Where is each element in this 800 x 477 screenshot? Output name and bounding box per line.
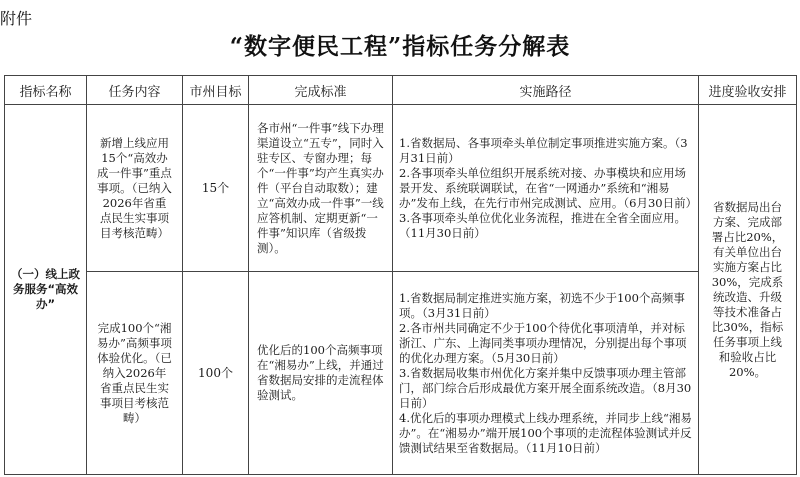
document-title: “数字便民工程”指标任务分解表	[229, 33, 571, 60]
completion-standard-cell: 优化后的100个高频事项在“湘易办”上线，并通过省数据局安排的走流程体验测试。	[249, 272, 393, 475]
task-content-cell: 新增上线应用15个“高效办成一件事”重点事项。（已纳入2026年省重点民生实事项目考核范畴）	[87, 105, 183, 272]
path-step: 1.省数据局制定推进实施方案，初选不少于100个高频事项。（3月31日前）	[399, 290, 685, 320]
path-step: 1.省数据局、各事项牵头单位制定事项推进实施方案。（3月31日前）	[399, 135, 688, 165]
indicator-cell: （一）线上政务服务“高效办”	[5, 105, 87, 475]
column-header: 完成标准	[249, 76, 393, 105]
table-header-row	[5, 76, 797, 105]
column-header: 市州目标	[183, 76, 249, 105]
implementation-path-cell	[393, 105, 699, 272]
path-step: 2.各市州共同确定不少于100个待优化事项清单，并对标浙江、广东、上海同类事项办理情况，分别提出每个事项的优化办理方案。（5月30日前）	[399, 320, 687, 365]
column-header: 进度验收安排	[699, 76, 797, 105]
column-header: 指标名称	[5, 76, 87, 105]
city-target-cell: 15个	[183, 105, 249, 272]
attachment-label: 附件	[0, 9, 33, 28]
path-step: 4.优化后的事项办理模式上线办理系统，并同步上线“湘易办”。在“湘易办”端开展100个事项的走流程体验测试并反馈测试结果至省数据局。（11月10日前）	[399, 410, 692, 455]
task-table	[4, 75, 797, 475]
city-target-cell: 100个	[183, 272, 249, 475]
column-header: 任务内容	[87, 76, 183, 105]
table-row	[5, 272, 797, 475]
path-step: 2.各事项牵头单位组织开展系统对接、办事模块和应用场景开发、系统联调联试，在省“一网通办”系统和“湘易办”发布上线，在先行市州完成测试、应用。（6月30日前）	[399, 165, 698, 210]
path-step: 3.各事项牵头单位优化业务流程，推进在全省全面应用。（11月30日前）	[399, 210, 686, 240]
acceptance-schedule-cell: 省数据局出台方案、完成部署占比20%，有关单位出台实施方案占比30%，完成系统改造、升级等技术准备占比30%，指标任务事项上线和验收占比20%。	[699, 105, 797, 475]
implementation-path-cell	[393, 272, 699, 475]
task-content-cell: 完成100个“湘易办”高频事项体验优化。（已纳入2026年省重点民生实事项目考核范畴）	[87, 272, 183, 475]
path-step: 3.省数据局收集市州优化方案并集中反馈事项办理主管部门，部门综合后形成最优方案开展全面系统改造。（8月30日前）	[399, 365, 692, 410]
completion-standard-cell: 各市州“一件事”线下办理渠道设立“五专”，同时入驻专区、专窗办理；每个“一件事”均产生真实办件（平台自动取数）；建立“高效办成一件事”一线应答机制、定期更新“一件事”知识库（省级拨测）。	[249, 105, 393, 272]
table-row	[5, 105, 797, 272]
column-header: 实施路径	[393, 76, 699, 105]
